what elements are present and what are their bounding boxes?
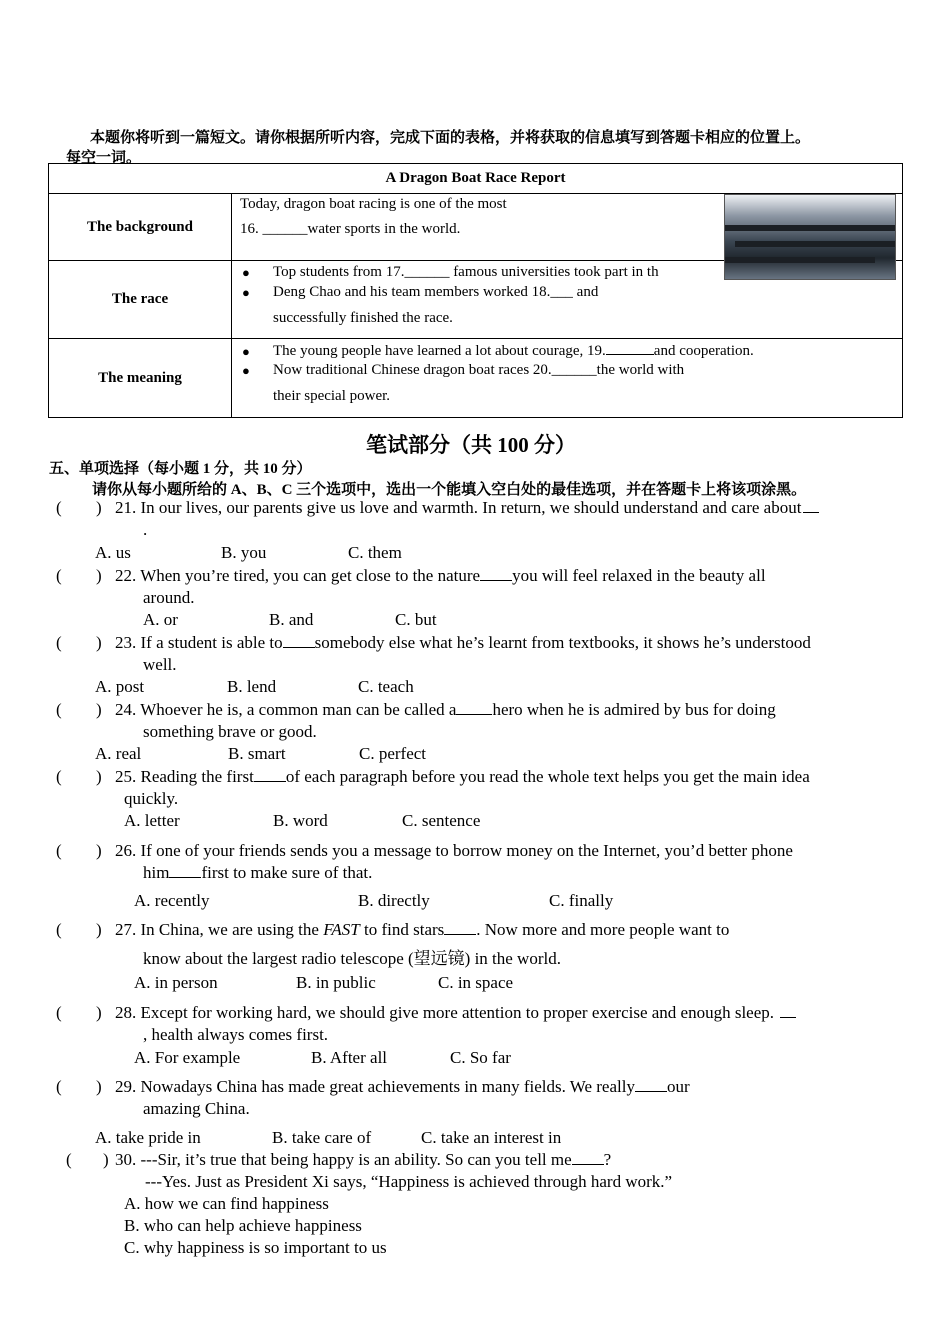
q30-option-c: C. why happiness is so important to us [124, 1238, 387, 1257]
q28-line2: , health always comes first. [143, 1025, 329, 1044]
bullet-icon: ● [242, 344, 250, 359]
q26-line1: 26. If one of your friends sends you a message to borrow money on the Internet, you’d better phone [115, 841, 793, 860]
q29-option-a: A. take pride in [95, 1128, 201, 1147]
row-label-race: The race [49, 261, 232, 339]
answer-paren-open: ( [56, 566, 62, 585]
q26-text-b: first to make sure of that. [201, 863, 373, 882]
q27-option-a: A. in person [134, 973, 218, 992]
answer-paren-open: ( [56, 633, 62, 652]
q30-option-a: A. how we can find happiness [124, 1194, 329, 1213]
meaning-bullet2: Now traditional Chinese dragon boat races 20.______the world with [273, 362, 685, 378]
answer-paren-open: ( [56, 920, 62, 939]
answer-paren-open: ( [56, 1077, 62, 1096]
q25-line1 [115, 767, 810, 787]
q26-text-a: him [143, 863, 170, 882]
q29-option-b: B. take care of [272, 1128, 372, 1147]
answer-paren-open: ( [56, 498, 62, 517]
answer-blank [480, 580, 512, 581]
q23-text-a: 23. If a student is able to [115, 633, 283, 652]
answer-paren-open: ( [56, 841, 62, 860]
bullet-icon: ● [242, 363, 250, 378]
q26-option-b: B. directly [358, 891, 430, 910]
q23-option-b: B. lend [227, 677, 277, 696]
written-heading: 笔试部分（共 100 分） [366, 433, 576, 457]
listening-instruction-line1: 本题你将听到一篇短文。请你根据所听内容，完成下面的表格，并将获取的信息填写到答题卡相应的位置上。 [90, 130, 811, 146]
section-instruction: 请你从每小题所给的 A、B、C 三个选项中，选出一个能填入空白处的最佳选项，并在答题卡上将该项涂黑。 [92, 482, 807, 498]
answer-blank [456, 714, 492, 715]
meaning-cell [232, 339, 902, 417]
q28-text: 28. Except for working hard, we should give more attention to proper exercise and enough sleep. [115, 1003, 775, 1022]
answer-paren-close: ) [96, 767, 102, 786]
answer-blank [444, 934, 476, 935]
q23-option-a: A. post [95, 677, 145, 696]
q24-option-c: C. perfect [359, 744, 427, 763]
background-cell [232, 194, 902, 260]
q23-line2: well. [143, 655, 177, 674]
q27-option-b: B. in public [296, 973, 376, 992]
q23-option-c: C. teach [358, 677, 414, 696]
answer-paren-close: ) [96, 633, 102, 652]
q21-text: 21. In our lives, our parents give us love and warmth. In return, we should understand and care about [115, 498, 802, 517]
q24-text-b: hero when he is admired by bus for doing [492, 700, 776, 719]
row-label-background: The background [49, 194, 232, 261]
background-line2: 16. ______water sports in the world. [240, 221, 461, 237]
answer-blank [635, 1091, 667, 1092]
q24-line1 [115, 700, 776, 720]
q23-text-b: somebody else what he’s learnt from textbooks, it shows he’s understood [314, 633, 811, 652]
q21-line2: . [143, 520, 148, 539]
q27-text-a: 27. In China, we are using the [115, 920, 324, 939]
q26-option-c: C. finally [549, 891, 614, 910]
answer-paren-close: ) [96, 566, 102, 585]
q28-option-c: C. So far [450, 1048, 511, 1067]
q28-option-b: B. After all [311, 1048, 388, 1067]
q24-option-a: A. real [95, 744, 142, 763]
race-cell [232, 261, 902, 338]
q25-text-a: 25. Reading the first [115, 767, 254, 786]
answer-blank [803, 512, 819, 513]
row-label-meaning: The meaning [49, 339, 232, 418]
q29-option-c: C. take an interest in [421, 1128, 562, 1147]
meaning-bullet1-end: and cooperation. [653, 343, 754, 359]
table-title: A Dragon Boat Race Report [49, 164, 903, 194]
q27-option-c: C. in space [438, 973, 514, 992]
q30-text-a: 30. ---Sir, it’s true that being happy is an ability. So can you tell me [115, 1150, 572, 1169]
answer-paren-open: ( [56, 767, 62, 786]
q22-text-b: you will feel relaxed in the beauty all [512, 566, 766, 585]
answer-blank [283, 647, 315, 648]
q30-text-b: ? [603, 1150, 612, 1169]
meaning-bullet1-text: The young people have learned a lot about courage, 19. [273, 343, 606, 359]
q30-option-b: B. who can help achieve happiness [124, 1216, 362, 1235]
q24-line2: something brave or good. [143, 722, 317, 741]
answer-paren-open: ( [66, 1150, 72, 1169]
q21-line1 [115, 498, 819, 518]
answer-blank [606, 354, 654, 355]
listening-instruction-line2: 每空一词。 [66, 150, 142, 166]
q29-text-b: our [666, 1077, 690, 1096]
answer-blank [169, 877, 201, 878]
q22-line2: around. [143, 588, 195, 607]
answer-paren-close: ) [96, 920, 102, 939]
q27-line2: know about the largest radio telescope (望远镜) in the world. [143, 949, 561, 968]
q23-line1 [115, 633, 811, 653]
q25-option-b: B. word [273, 811, 328, 830]
answer-blank [254, 781, 286, 782]
answer-paren-close: ) [96, 841, 102, 860]
q25-option-a: A. letter [124, 811, 180, 830]
race-bullet2: Deng Chao and his team members worked 18.___ and [273, 284, 599, 300]
answer-blank [572, 1164, 604, 1165]
q21-option-c: C. them [348, 543, 402, 562]
q30-line1 [115, 1150, 611, 1170]
bullet-icon: ● [242, 285, 250, 300]
q29-text-a: 29. Nowadays China has made great achievements in many fields. We really [115, 1077, 635, 1096]
q28-line1 [115, 1003, 796, 1023]
q29-line2: amazing China. [143, 1099, 250, 1118]
race-continuation: successfully finished the race. [273, 310, 453, 326]
q24-option-b: B. smart [228, 744, 286, 763]
q22-line1 [115, 566, 766, 586]
q24-text-a: 24. Whoever he is, a common man can be called a [115, 700, 457, 719]
q22-option-a: A. or [143, 610, 178, 629]
q21-option-b: B. you [221, 543, 267, 562]
background-line1: Today, dragon boat racing is one of the most [240, 196, 507, 212]
q30-line2: ---Yes. Just as President Xi says, “Happiness is achieved through hard work.” [145, 1172, 673, 1191]
answer-paren-open: ( [56, 1003, 62, 1022]
q25-text-b: of each paragraph before you read the whole text helps you get the main idea [285, 767, 810, 786]
q22-text-a: 22. When you’re tired, you can get close to the nature [115, 566, 481, 585]
q22-option-c: C. but [395, 610, 437, 629]
answer-paren-close: ) [96, 498, 102, 517]
meaning-bullet1 [273, 343, 754, 360]
q27-text-b: to find stars [359, 920, 445, 939]
answer-paren-close: ) [96, 1003, 102, 1022]
race-bullet1: Top students from 17.______ famous universities took part in th [273, 264, 659, 280]
q26-line2 [143, 863, 372, 883]
meaning-continuation: their special power. [273, 388, 391, 404]
report-table [48, 163, 903, 418]
q27-italic: FAST [323, 920, 360, 939]
q27-text-c: . Now more and more people want to [476, 920, 730, 939]
answer-paren-close: ) [96, 1077, 102, 1096]
q22-option-b: B. and [269, 610, 314, 629]
section-title: 五、单项选择（每小题 1 分，共 10 分） [49, 461, 312, 477]
q28-option-a: A. For example [134, 1048, 241, 1067]
q21-option-a: A. us [95, 543, 131, 562]
q27-line1 [115, 920, 729, 940]
answer-paren-close: ) [96, 700, 102, 719]
q25-option-c: C. sentence [402, 811, 481, 830]
answer-paren-open: ( [56, 700, 62, 719]
answer-blank [780, 1017, 796, 1018]
q26-option-a: A. recently [134, 891, 210, 910]
bullet-icon: ● [242, 265, 250, 280]
answer-paren-close: ) [103, 1150, 109, 1169]
q25-line2: quickly. [124, 789, 179, 808]
q29-line1 [115, 1077, 690, 1097]
